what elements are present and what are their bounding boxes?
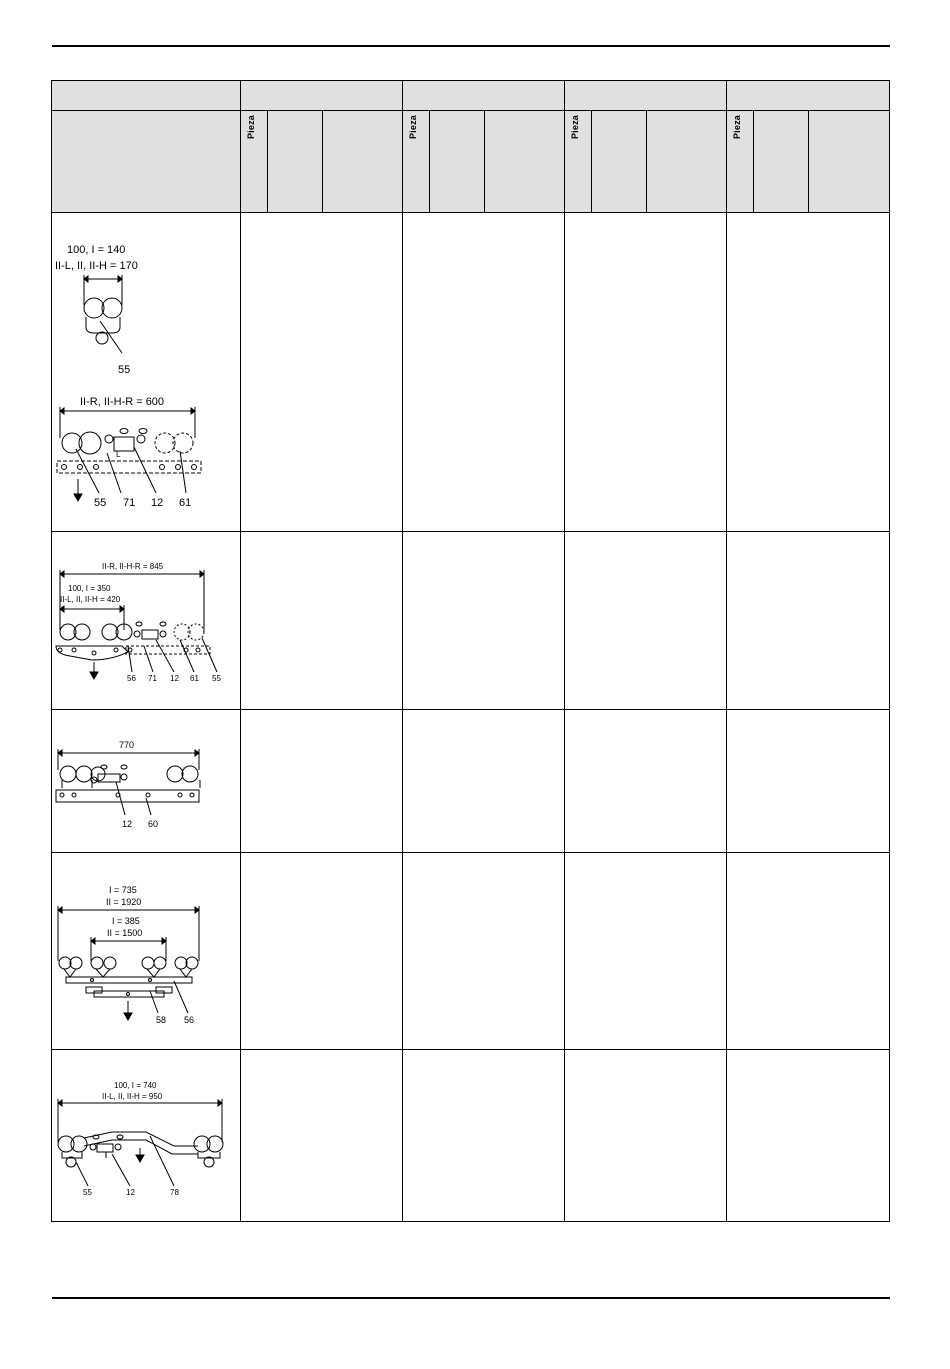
dimension-label: I = 735 (109, 885, 137, 895)
data-cell (403, 532, 565, 710)
pieza-label: Pieza (408, 115, 419, 140)
data-cell (403, 1050, 565, 1222)
dimension-label: II-L, II, II-H = 170 (55, 260, 138, 272)
data-cell (565, 213, 727, 532)
callout-number: 56 (127, 674, 136, 683)
callout-number: 58 (156, 1015, 167, 1025)
header-sub-empty (809, 111, 890, 213)
data-cell (565, 1050, 727, 1222)
data-cell (727, 532, 890, 710)
data-cell (403, 213, 565, 532)
header-row-top (52, 81, 890, 111)
callout-number: 71 (123, 497, 136, 509)
data-cell (727, 1050, 890, 1222)
technical-drawing (52, 1050, 240, 1221)
figure-cell (52, 853, 241, 1050)
dimension-label: II-R, II-H-R = 600 (80, 396, 165, 408)
dimension-label: 100, I = 140 (67, 244, 126, 256)
dimension-label: I = 385 (112, 916, 140, 926)
data-cell (565, 710, 727, 853)
callout-number: 55 (118, 364, 131, 376)
data-cell (727, 213, 890, 532)
header-sub-empty (754, 111, 809, 213)
data-cell (241, 213, 403, 532)
header-subcell-figure (52, 111, 241, 213)
header-sub-empty (268, 111, 323, 213)
data-cell (241, 532, 403, 710)
dimension-label: 100, I = 350 (68, 584, 111, 593)
figure-cell (52, 532, 241, 710)
callout-number: 55 (212, 674, 221, 683)
pieza-label: Pieza (246, 115, 256, 140)
header-sub-empty (592, 111, 647, 213)
callout-number: 12 (151, 497, 164, 509)
technical-drawing (52, 213, 240, 531)
dimension-label: II = 1920 (106, 897, 142, 907)
dimension-label: II = 1500 (107, 928, 143, 938)
dimension-label: II-L, II, II-H = 950 (102, 1092, 163, 1101)
top-rule (52, 45, 890, 47)
parts-table (51, 80, 890, 1222)
technical-drawing (52, 710, 240, 852)
header-pieza-4 (727, 111, 754, 213)
small-label: L (116, 450, 121, 459)
header-sub-empty (485, 111, 565, 213)
technical-drawing (52, 532, 240, 709)
header-group-1 (241, 81, 403, 111)
header-pieza-3 (565, 111, 592, 213)
data-cell (565, 532, 727, 710)
callout-number: 61 (190, 674, 199, 683)
bottom-rule (52, 1297, 890, 1299)
header-group-4 (727, 81, 890, 111)
figure-cell (52, 710, 241, 853)
header-cell-figure (52, 81, 241, 111)
callout-number: 71 (148, 674, 157, 683)
header-sub-empty (430, 111, 485, 213)
figure-cell (52, 213, 241, 532)
table-row (52, 532, 890, 710)
data-cell (241, 710, 403, 853)
technical-drawing (52, 853, 240, 1049)
table-row (52, 853, 890, 1050)
callout-number: 56 (184, 1015, 195, 1025)
dimension-label: II-R, II-H-R = 845 (102, 562, 164, 571)
callout-number: 55 (94, 497, 107, 509)
dimension-label: II-L, II, II-H = 420 (60, 595, 121, 604)
figure-cell (52, 1050, 241, 1222)
header-sub-empty (323, 111, 403, 213)
callout-number: 60 (148, 819, 159, 829)
dimension-label: 100, I = 740 (114, 1081, 157, 1090)
header-pieza-2 (403, 111, 430, 213)
header-pieza-1 (241, 111, 268, 213)
header-group-3 (565, 81, 727, 111)
data-cell (403, 853, 565, 1050)
data-cell (727, 710, 890, 853)
pieza-label: Pieza (570, 115, 581, 140)
table-row (52, 710, 890, 853)
data-cell (403, 710, 565, 853)
data-cell (241, 1050, 403, 1222)
table-row (52, 213, 890, 532)
callout-number: 12 (126, 1188, 135, 1197)
header-row-sub (52, 111, 890, 213)
header-group-2 (403, 81, 565, 111)
table-row (52, 1050, 890, 1222)
callout-number: 55 (83, 1188, 92, 1197)
callout-number: 12 (122, 819, 133, 829)
callout-number: 61 (179, 497, 192, 509)
data-cell (727, 853, 890, 1050)
callout-number: 78 (170, 1188, 179, 1197)
callout-number: 12 (170, 674, 179, 683)
dimension-label: 770 (119, 740, 135, 750)
pieza-label: Pieza (732, 115, 743, 140)
data-cell (241, 853, 403, 1050)
data-cell (565, 853, 727, 1050)
header-sub-empty (647, 111, 727, 213)
